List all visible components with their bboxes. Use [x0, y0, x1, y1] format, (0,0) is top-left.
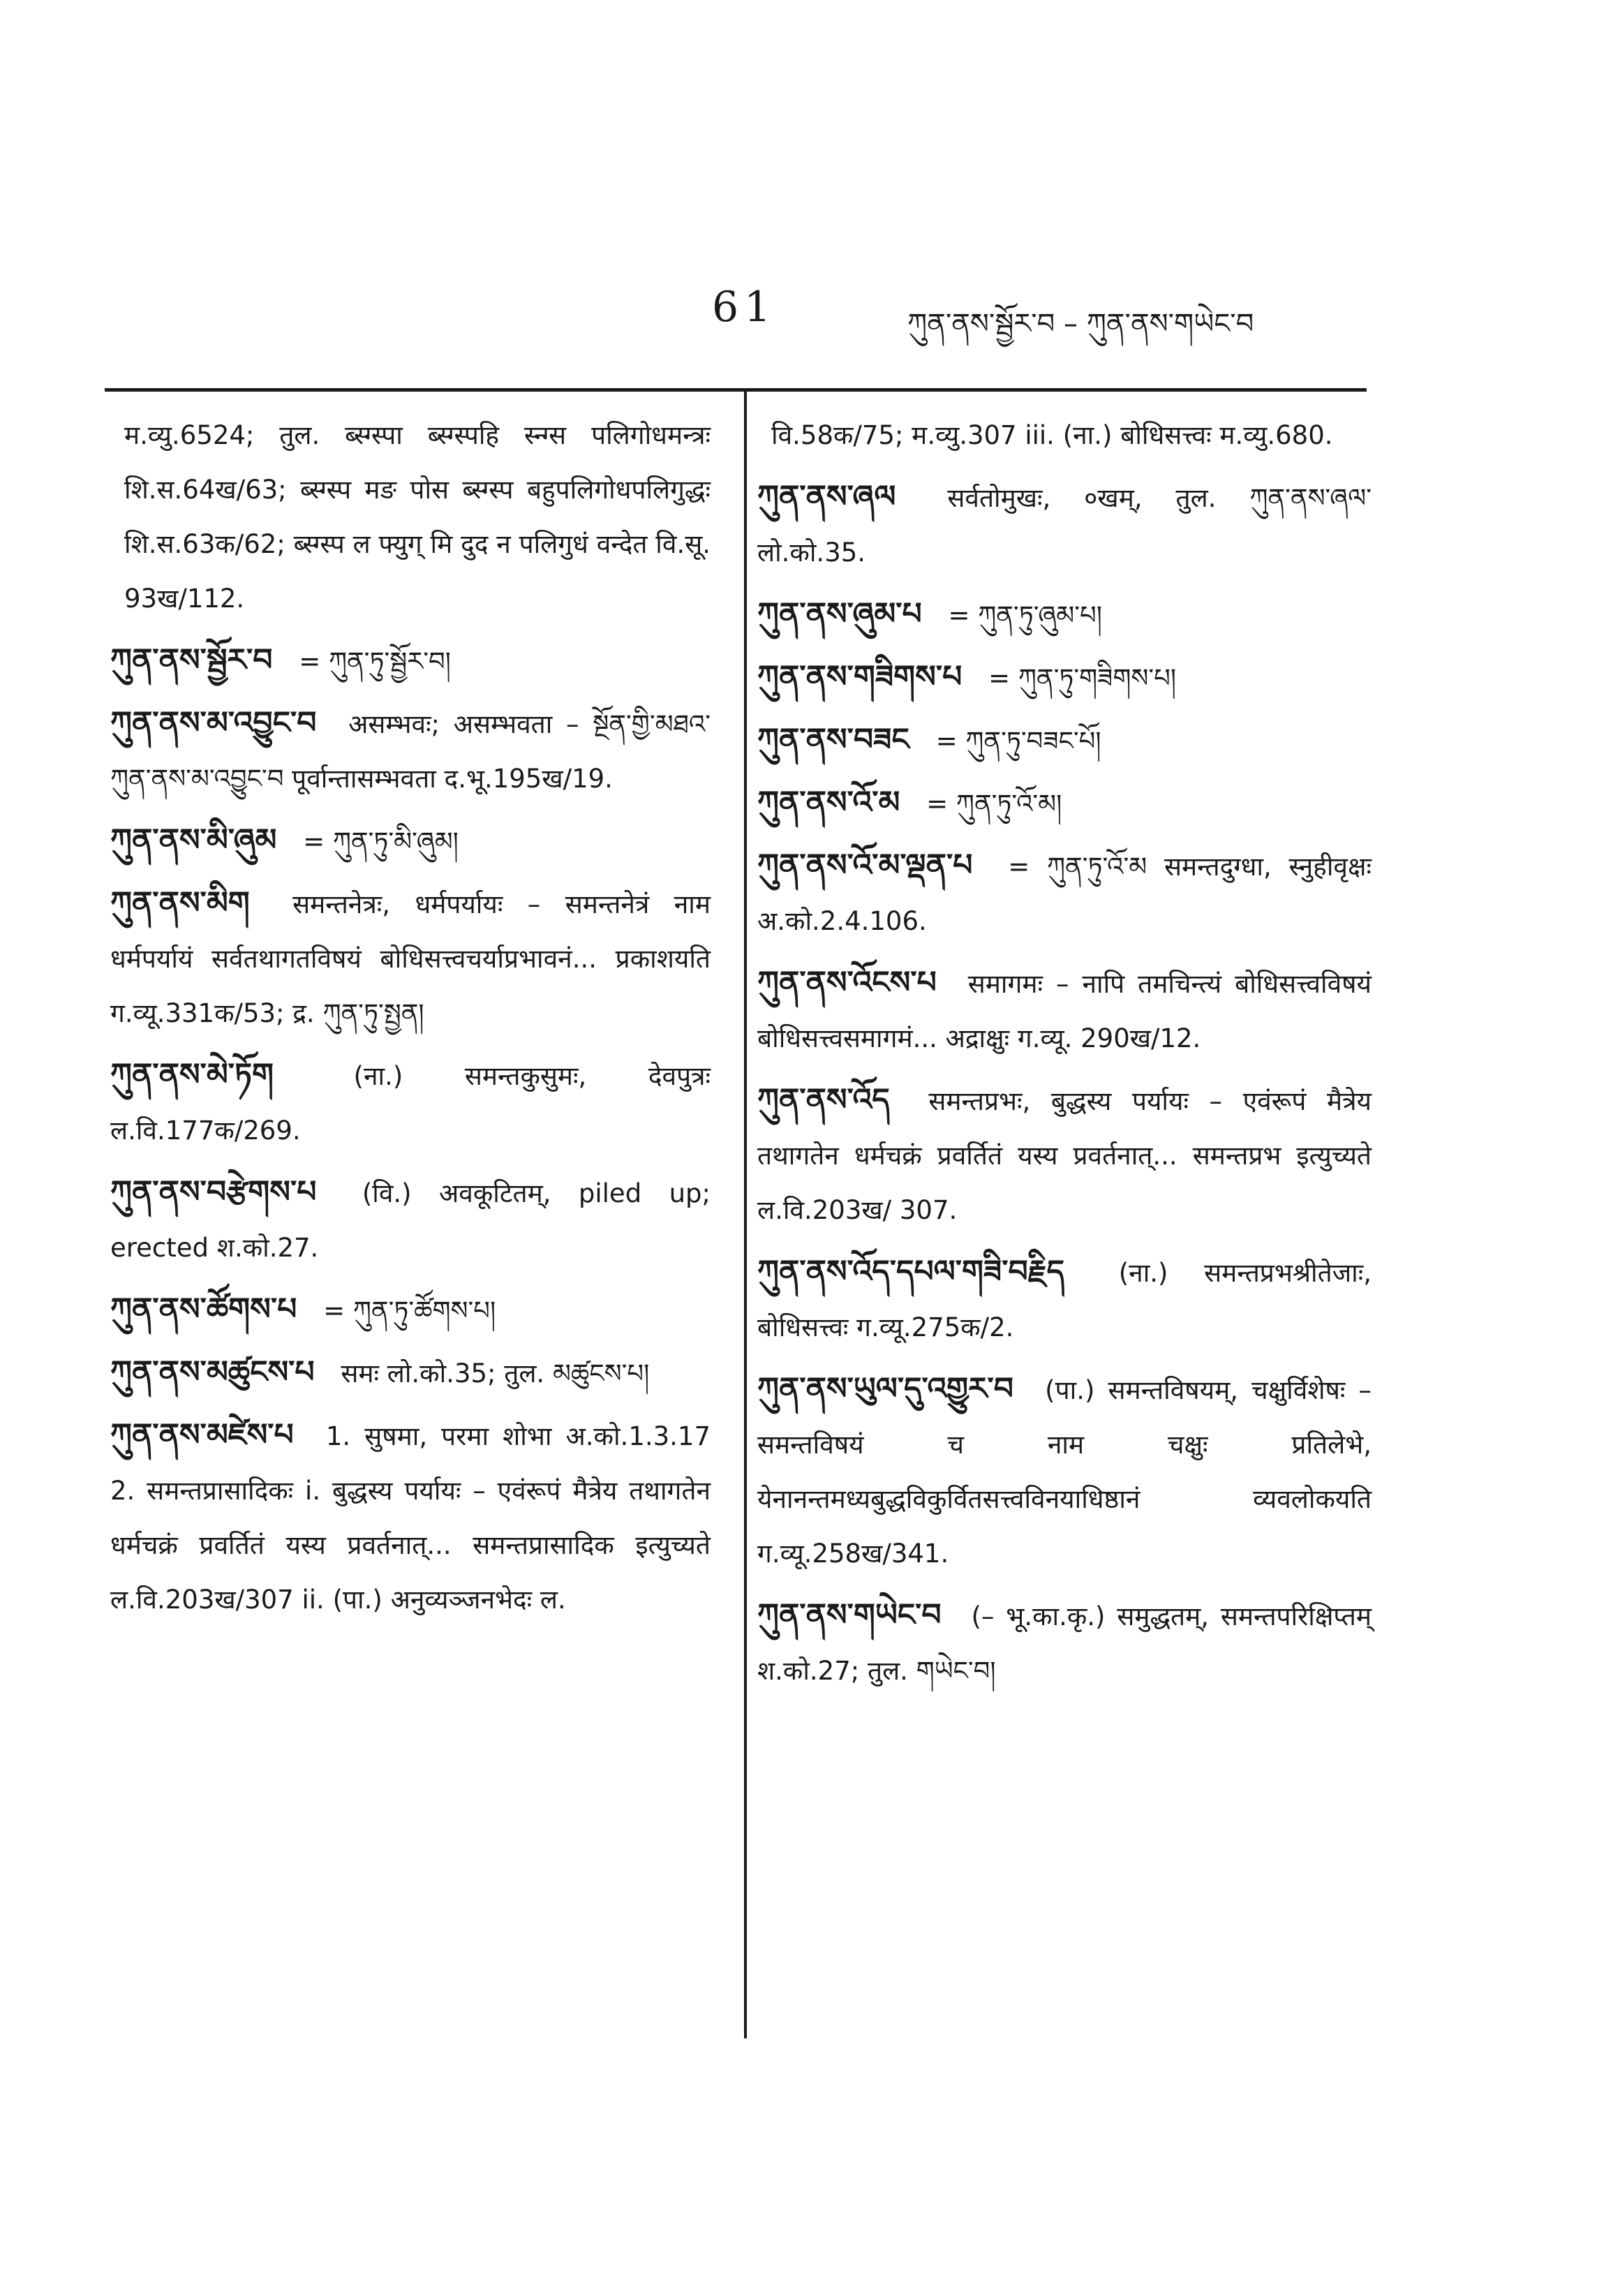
- entry-headword: ཀུན་ནས་མེ་ཏོག: [110, 1057, 274, 1093]
- entry-text: (वि.) अवकूटितम्, piled up; erected श.को.27.: [110, 1178, 711, 1263]
- entry-headword: ཀུན་ནས་མ་འབྱུང་བ: [110, 705, 317, 741]
- entry-text: (– भू.का.कृ.) समुद्धतम्, समन्तपरिक्षिप्तम् श.को.27; तुल. གཡེང་བ།: [757, 1601, 1372, 1686]
- entry-text: (ना.) समन्तकुसुमः, देवपुत्रः ल.वि.177क/269.: [110, 1061, 711, 1146]
- entry-text: समः लो.को.35; तुल. མཚུངས་པ།: [341, 1358, 650, 1388]
- entry-headword: ཀུན་ནས་འོ་མ་ལྡན་པ: [757, 847, 973, 883]
- entry-text: सर्वतोमुखः, ०खम्, तुल. ཀུན་ནས་ཞལ་ लो.को.35.: [757, 483, 1372, 568]
- entry: [110, 1408, 711, 1627]
- entry: [110, 876, 711, 1041]
- entry-headword: ཀུན་ནས་མཛེས་པ: [110, 1417, 294, 1453]
- entry: [757, 776, 1372, 831]
- entry: [110, 1345, 711, 1401]
- entry-text: म.व्यु.6524; तुल. ब्स्ग्स्पा ब्स्ग्स्पहि स्न्ग्स पलिगोधमन्त्रः शि.स.64ख/63; ब्स्ग्स्प मङ पोस ब्स्ग्स्प बहुपलिगोधपलिगुद्धः शि.स.63क/62; ब्स्ग्स्प ल फ्युग् मि दुद न पलिगुधं वन्देत वि.सू. 93ख/112.: [124, 420, 711, 614]
- entry-continuation: [110, 408, 711, 626]
- entry: [110, 696, 711, 806]
- entry: [110, 633, 711, 689]
- entry-text: = ཀུན་ཏུ་འོ་མ समन्तदुग्धा, स्नुहीवृक्षः अ.को.2.4.106.: [757, 852, 1372, 936]
- entry-continuation: [757, 408, 1372, 463]
- entry-headword: ཀུན་ནས་བཟང: [757, 722, 909, 757]
- entry: [757, 470, 1372, 580]
- column-divider: [744, 391, 747, 2038]
- entry-text: समन्तप्रभः, बुद्धस्य पर्यायः – एवंरूपं मैत्रेय तथागतेन धर्मचक्रं प्रवर्तितं यस्य प्रवर्तनात्... समन्तप्रभ इत्युच्यते ल.वि.203ख/ 307.: [757, 1086, 1372, 1225]
- entry: [110, 1282, 711, 1338]
- entry: [110, 1048, 711, 1158]
- entry-headword: ཀུན་ནས་ཞལ: [757, 479, 896, 514]
- entry-text: समागमः – नापि तमचिन्त्यं बोधिसत्त्वविषयं बोधिसत्त्वसमागमं... अद्राक्षुः ग.व्यू. 290ख/12.: [757, 969, 1372, 1053]
- entry: [110, 1165, 711, 1275]
- entry-text: (पा.) समन्तविषयम्, चक्षुर्विशेषः – समन्तविषयं च नाम चक्षुः प्रतिलेभे, येनानन्तमध्यबुद्धविकुर्वितसत्त्वविनयाधिष्ठानं व्यवलोकयति ग.व्यू.258ख/341.: [757, 1375, 1372, 1569]
- entry-text: 1. सुषमा, परमा शोभा अ.को.1.3.17 2. समन्तप्रासादिकः i. बुद्धस्य पर्यायः – एवंरूपं मैत्रेय तथागतेन धर्मचक्रं प्रवर्तितं यस्य प्रवर्तनात्... समन्तप्रासादिक इत्युच्यते ल.वि.203ख/307 ii. (पा.) अनुव्यञ्जनभेदः ल.: [110, 1421, 711, 1615]
- entry-text: समन्तनेत्रः, धर्मपर्यायः – समन्तनेत्रं नाम धर्मपर्यायं सर्वतथागतविषयं बोधिसत्त्वचर्याप्रभावनं... प्रकाशयति ग.व्यू.331क/53; द्र. ཀུན་ཏུ་སྤྱན།: [110, 889, 711, 1028]
- entry-headword: ཀུན་ནས་གཟིགས་པ: [757, 659, 963, 695]
- entry-text: = ཀུན་ཏུ་བཟང་པོ།: [935, 726, 1101, 756]
- left-column: [110, 408, 711, 1634]
- entry-text: = ཀུན་ཏུ་ཚོགས་པ།: [323, 1296, 496, 1326]
- running-head: ཀུན་ནས་སྦྱོར་བ – ཀུན་ནས་གཡེང་བ: [907, 308, 1254, 340]
- entry: [757, 838, 1372, 949]
- entry-headword: ཀུན་ནས་མི་ཞུམ: [110, 822, 277, 858]
- page-number: 61: [712, 283, 777, 332]
- entry: [757, 1362, 1372, 1581]
- entry-headword: ཀུན་ནས་ཞུམ་པ: [757, 596, 922, 632]
- entry-headword: ཀུན་ནས་མཚུངས་པ: [110, 1354, 315, 1390]
- entry-headword: ཀུན་ནས་འོད་དཔལ་གཟི་བརྗིད: [757, 1254, 1065, 1289]
- entry-headword: ཀུན་ནས་འོ་མ: [757, 785, 900, 820]
- entry-text: = ཀུན་ཏུ་འོ་མ།: [926, 789, 1062, 819]
- entry-text: = ཀུན་ཏུ་སྦྱོར་བ།: [299, 646, 451, 676]
- entry-headword: ཀུན་ནས་བརྩེགས་པ: [110, 1174, 317, 1210]
- entry-headword: ཀུན་ནས་གཡེང་བ: [757, 1597, 942, 1633]
- entry-text: = ཀུན་ཏུ་མི་ཞུམ།: [303, 827, 459, 857]
- entry-text: = ཀུན་ཏུ་ཞུམ་པ།: [948, 600, 1102, 630]
- entry: [757, 1588, 1372, 1698]
- entry-headword: ཀུན་ནས་ཡུལ་དུ་འགྱུར་བ: [757, 1371, 1014, 1407]
- entry: [757, 650, 1372, 706]
- entry-headword: ཀུན་ནས་སྦྱོར་བ: [110, 642, 273, 678]
- entry-headword: ཀུན་ནས་འོངས་པ: [757, 965, 937, 1000]
- entry-headword: ཀུན་ནས་མིག: [110, 885, 250, 921]
- right-column: [757, 408, 1372, 1705]
- entry-headword: ཀུན་ནས་འོད: [757, 1082, 890, 1118]
- entry-text: = ཀུན་ཏུ་གཟིགས་པ།: [988, 663, 1177, 693]
- entry-text: असम्भवः; असम्भवता – སྔོན་གྱི་མཐའ་ཀུན་ནས་མ་འབྱུང་བ पूर्वान्तासम्भवता द.भू.195ख/19.: [110, 709, 711, 794]
- entry: [110, 813, 711, 869]
- entry-headword: ཀུན་ནས་ཚོགས་པ: [110, 1291, 297, 1327]
- entry: [757, 1073, 1372, 1238]
- entry: [757, 713, 1372, 769]
- entry-text: वि.58क/75; म.व्यु.307 iii. (ना.) बोधिसत्त्वः म.व्यु.680.: [771, 420, 1333, 450]
- entry-text: (ना.) समन्तप्रभश्रीतेजाः, बोधिसत्त्वः ग.व्यू.275क/2.: [757, 1258, 1372, 1342]
- entry: [757, 956, 1372, 1066]
- entry: [757, 587, 1372, 643]
- entry: [757, 1245, 1372, 1355]
- header-rule: [105, 388, 1367, 392]
